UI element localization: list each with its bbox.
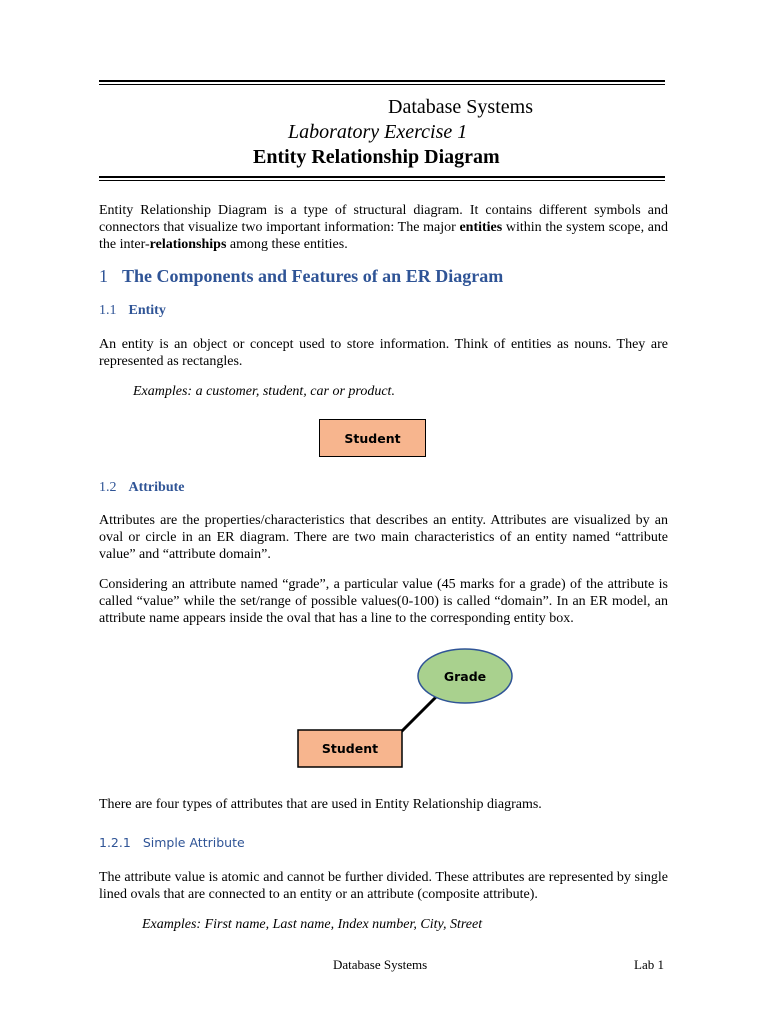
attribute-diagram <box>290 645 530 775</box>
section-1-1-heading <box>99 303 166 319</box>
entity-label: Student <box>344 430 401 446</box>
intro-bold-relationships: relationships <box>149 237 227 252</box>
topic-title: Entity Relationship Diagram <box>253 146 500 168</box>
intro-text-1: Entity Relationship Diagram is a type of structural diagram. It contains different symbols and connectors that visualize two important information: The major <box>99 203 668 235</box>
intro-paragraph <box>99 202 668 253</box>
exercise-title: Laboratory Exercise 1 <box>288 121 468 143</box>
footer-lab: Lab 1 <box>634 957 664 972</box>
attribute-label: Grade <box>443 669 487 684</box>
entity-label: Student <box>321 741 379 756</box>
section-number: 1 <box>99 266 108 286</box>
section-number: 1.2.1 <box>99 835 131 850</box>
section-title: Simple Attribute <box>142 835 245 850</box>
attribute-types-paragraph: There are four types of attributes that are used in Entity Relationship diagrams. <box>99 797 542 812</box>
attribute-paragraph-1: Attributes are the properties/characteristics that describes an entity. Attributes are visualized by an oval or circle in an ER diagram. There are two main characteristics of an entity named “attribute value” and “attribute domain”. <box>99 513 668 562</box>
course-title: Database Systems <box>388 96 533 118</box>
entity-paragraph: An entity is an object or concept used to store information. Think of entities as nouns. They are represented as rectangles. <box>99 337 668 369</box>
section-1-heading <box>99 266 503 287</box>
header-top-rule <box>99 80 665 85</box>
connector-line <box>398 695 438 735</box>
section-number: 1.1 <box>99 303 117 318</box>
section-title: The Components and Features of an ER Diagram <box>122 266 504 286</box>
header-bottom-rule <box>99 176 665 181</box>
intro-text-2: within the system scope, and the inter- <box>99 220 668 252</box>
footer-course: Database Systems <box>333 957 428 972</box>
simple-attribute-paragraph: The attribute value is atomic and cannot be further divided. These attributes are represented by single lined ovals that are connected to an entity or an attribute (composite attribute). <box>99 870 668 902</box>
intro-bold-entities: entities <box>459 220 503 235</box>
entity-diagram-student-box <box>319 419 426 457</box>
section-title: Attribute <box>128 480 185 495</box>
section-1-2-heading <box>99 480 185 496</box>
section-title: Entity <box>128 303 166 318</box>
intro-text-3: among these entities. <box>226 237 348 252</box>
section-1-2-1-heading <box>99 835 245 850</box>
simple-attribute-examples: Examples: First name, Last name, Index number, City, Street <box>142 917 483 932</box>
section-number: 1.2 <box>99 480 117 495</box>
attribute-paragraph-2: Considering an attribute named “grade”, a particular value (45 marks for a grade) of the attribute is called “value” while the set/range of possible values(0-100) is called “domain”. In an ER model, an attribute name appears inside the oval that has a line to the corresponding entity box. <box>99 577 668 626</box>
entity-examples: Examples: a customer, student, car or product. <box>133 384 395 399</box>
